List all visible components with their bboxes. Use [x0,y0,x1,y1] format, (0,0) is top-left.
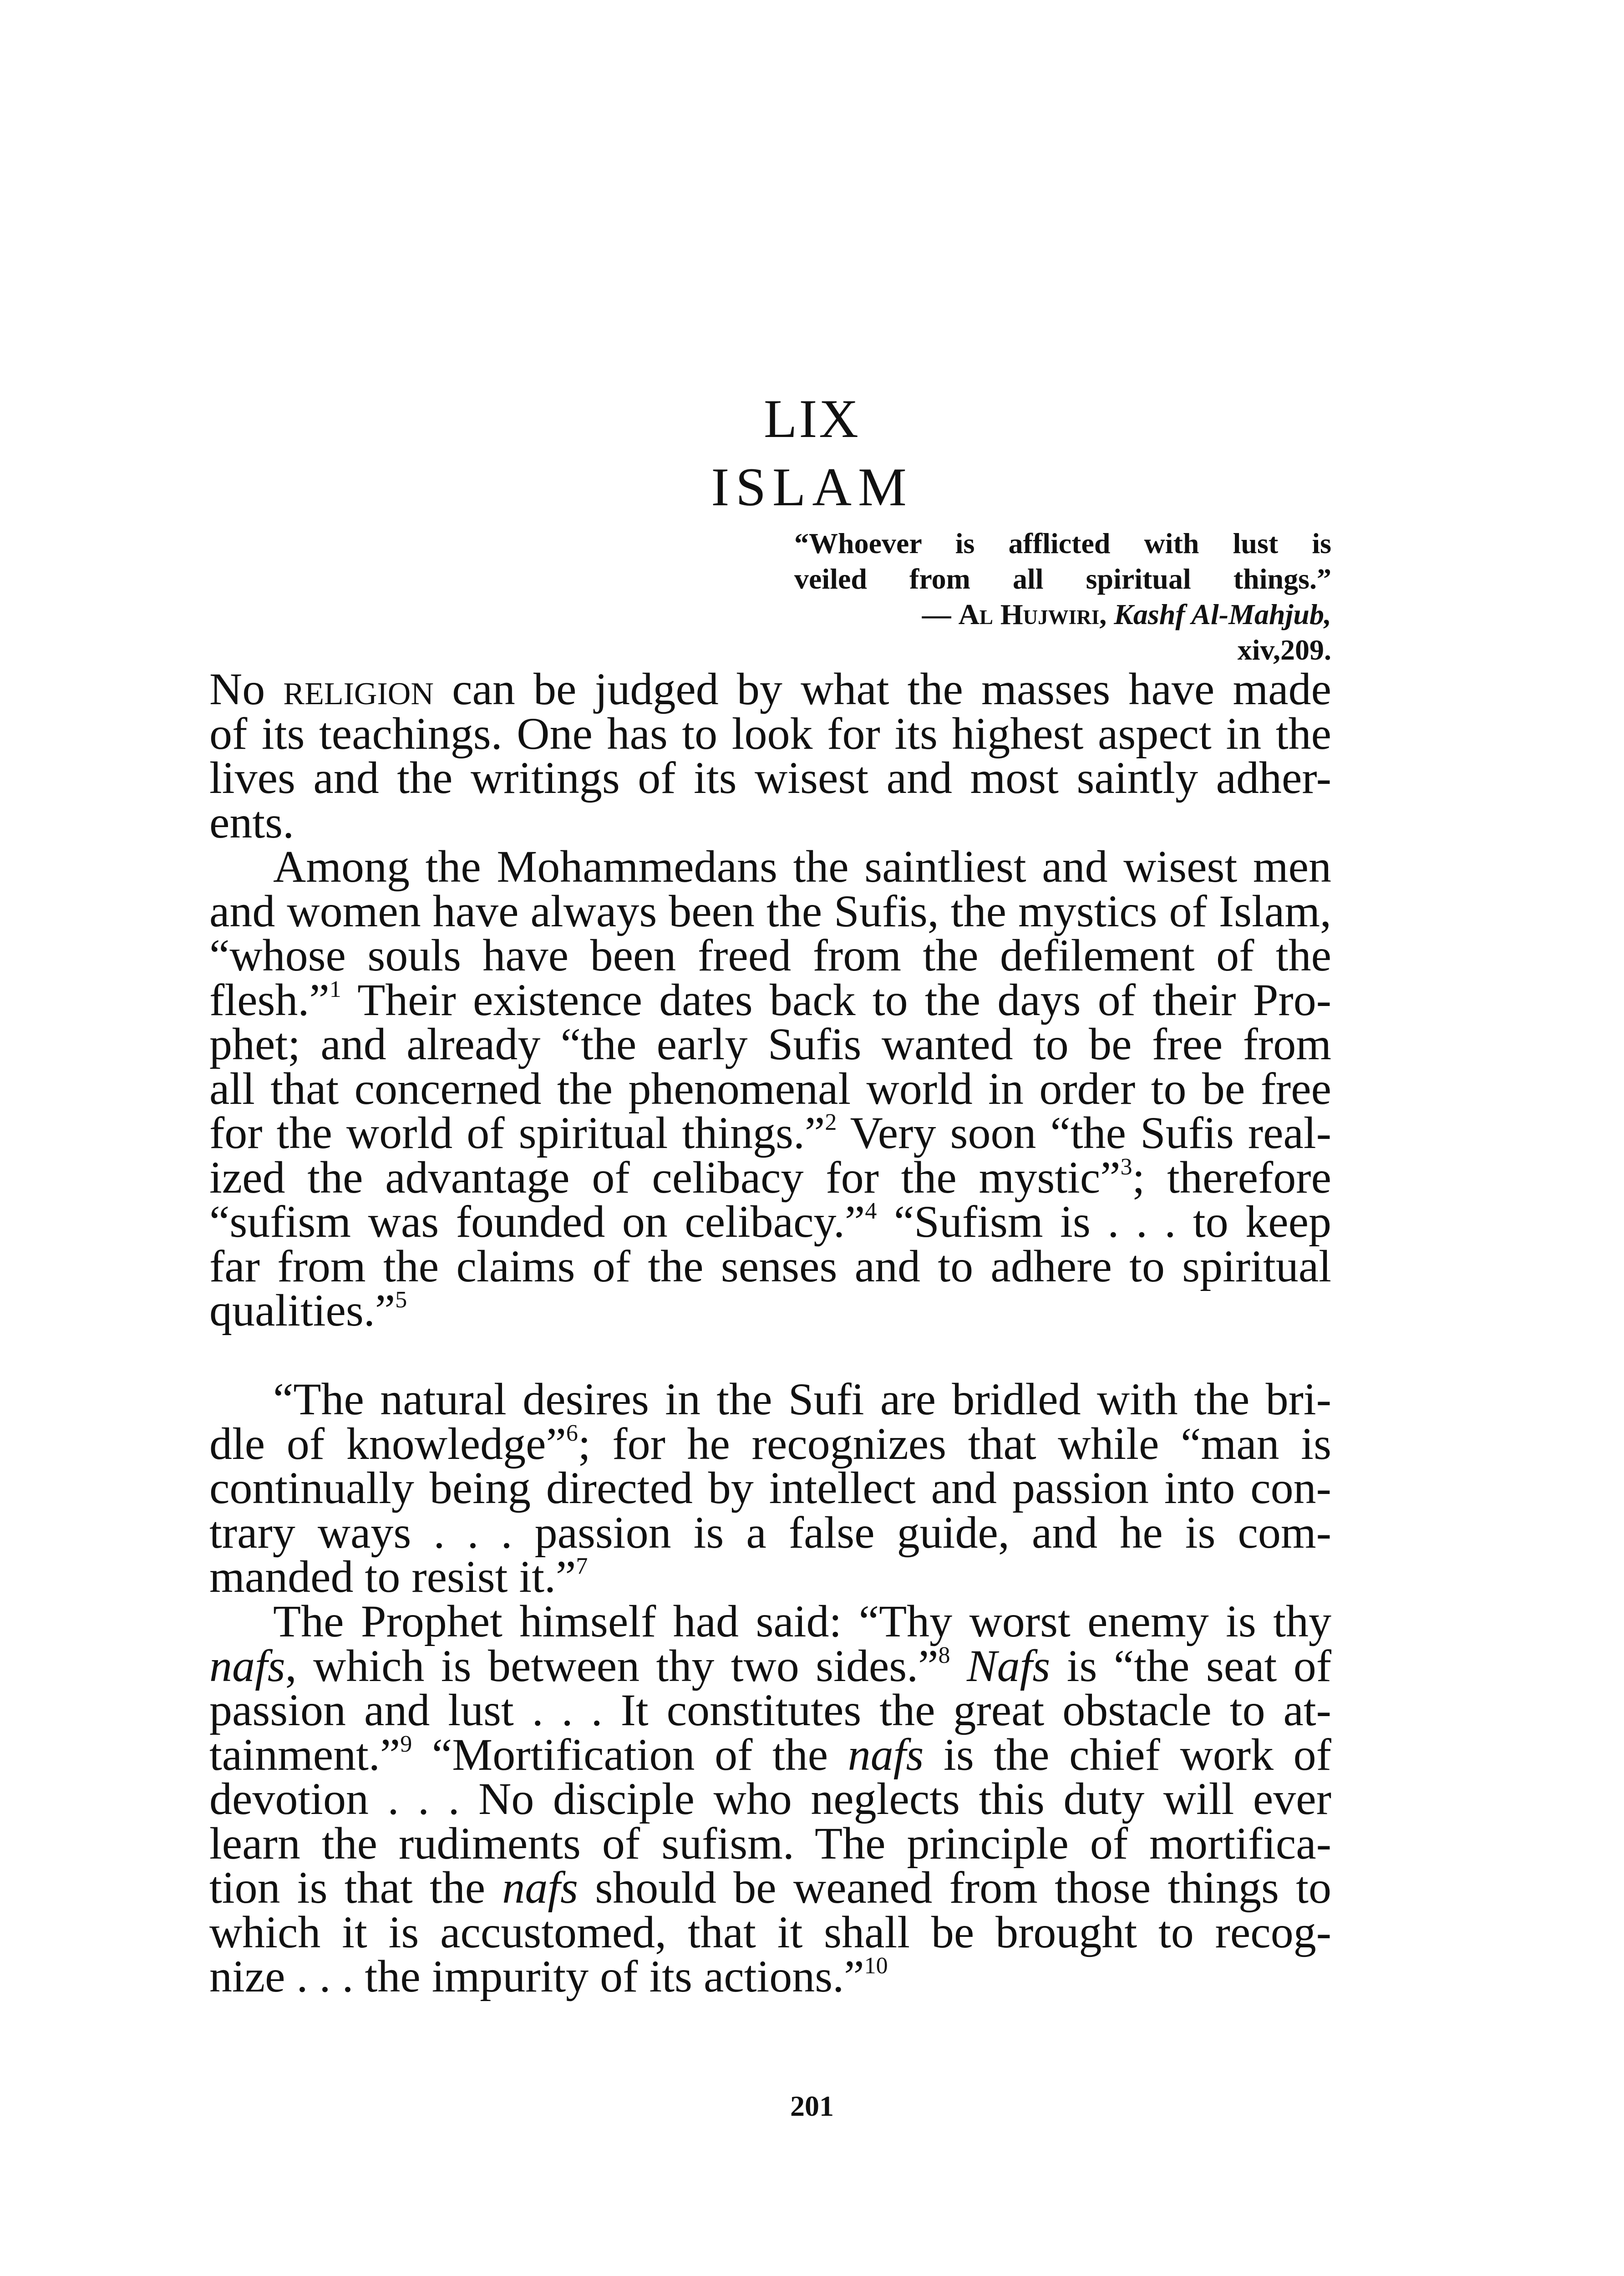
text-segment: “The natural desires in the Sufi are bridled with the bri- [273,1374,1331,1424]
text-segment: which it is accustomed, that it shall be brought to recog- [209,1906,1331,1957]
text-segment: ; therefore [1132,1152,1331,1203]
text-line [209,1951,1331,2002]
epigraph-reference: xiv,209. [1237,634,1331,666]
text-line [209,1862,1331,1913]
text-segment: nafs [209,1640,285,1691]
text-line [209,1463,1331,1513]
text-segment: of its teachings. One has to look for its highest aspect in the [209,708,1331,759]
footnote-ref: 6 [566,1420,578,1446]
text-segment: passion and lust . . . It constitutes the great obstacle to at- [209,1685,1331,1735]
chapter-title: ISLAM [711,457,913,517]
footnote-ref: 2 [825,1109,837,1135]
text-segment: and women have always been the Sufis, the mystics of Islam, [209,885,1331,936]
text-segment: religion [283,664,434,714]
text-line [209,930,1331,981]
epigraph-dash: — [922,598,959,630]
text-segment: tion is that the [209,1862,502,1913]
text-segment: ; for he recognizes that while “man is [578,1418,1331,1469]
footnote-ref: 7 [576,1553,588,1579]
footnote-ref: 1 [329,976,341,1002]
text-segment: is the chief work of [924,1729,1331,1780]
footnote-ref: 9 [400,1731,412,1757]
text-line [209,1818,1331,1869]
text-line [209,752,1331,803]
text-segment: ized the advantage of celibacy for the mystic” [209,1152,1121,1203]
text-line [209,1019,1331,1069]
text-line [209,1685,1331,1735]
text-segment: can be judged by what the masses have made [433,664,1332,714]
text-segment: nafs [502,1862,579,1913]
epigraph-author: Al Hujwiri [958,598,1100,630]
text-line [209,1240,1331,1291]
text-segment: is “the seat of [1050,1640,1332,1691]
text-line [209,1507,1331,1558]
text-line [209,797,1331,848]
text-line [209,1596,1331,1646]
epigraph-quote-line: veiled from all spiritual things.” [794,563,1331,595]
text-line [209,1773,1331,1824]
paragraph [209,1596,1332,2002]
text-segment: The Prophet himself had said: “Thy worst enemy is thy [273,1596,1331,1646]
text-segment: for the world of spiritual things.” [209,1108,825,1158]
text-segment: “Sufism is . . . to keep [877,1196,1331,1247]
text-line [209,1418,1331,1469]
epigraph [794,526,1331,668]
paragraph [209,664,1332,848]
text-line [209,1285,1331,1336]
text-segment: learn the rudiments of sufism. The principle of mortifica- [209,1818,1331,1869]
text-line [209,885,1331,936]
text-segment: Their existence dates back to the days of their Pro- [341,974,1331,1025]
text-line [209,1551,1331,1602]
footnote-ref: 8 [938,1642,950,1668]
paragraph [209,841,1331,1336]
text-line [209,1196,1331,1247]
paragraph [209,1374,1331,1602]
text-line [209,1640,1332,1691]
text-segment: Very soon “the Sufis real- [837,1108,1331,1158]
text-line [209,664,1332,714]
text-segment [950,1641,967,1691]
text-line [209,1152,1331,1203]
text-segment: ents. [209,797,294,848]
text-segment: nize . . . the impurity of its actions.” [209,1951,864,2002]
chapter-number: LIX [764,388,860,449]
text-segment: trary ways . . . passion is a false guide, and he is com- [209,1507,1331,1558]
text-line [209,974,1331,1025]
epigraph-attribution [794,597,1331,632]
footnote-ref: 3 [1120,1153,1132,1180]
footnote-ref: 4 [865,1198,877,1224]
text-segment: “Mortification of the [412,1729,848,1780]
text-segment: No [209,664,284,714]
text-segment: devotion . . . No disciple who neglects this duty will ever [209,1773,1331,1824]
text-segment: qualities.” [209,1285,396,1336]
text-line [209,841,1331,892]
footnote-ref: 10 [864,1953,888,1979]
text-segment: , which is between thy two sides.” [285,1640,939,1691]
text-line [209,1108,1331,1158]
text-segment: dle of knowledge” [209,1418,566,1469]
text-line [209,1063,1331,1114]
text-segment: lives and the writings of its wisest and most saintly adher- [209,752,1331,803]
text-segment: tainment.” [209,1729,401,1780]
text-segment: Nafs [966,1640,1051,1691]
text-segment: far from the claims of the senses and to adhere to spiritual [209,1240,1331,1291]
text-line [209,1729,1331,1780]
text-segment: should be weaned from those things to [578,1862,1331,1913]
text-segment: manded to resist it.” [209,1551,576,1602]
epigraph-work: Kashf Al-Mahjub, [1114,598,1331,630]
text-segment: all that concerned the phenomenal world in order to be free [209,1063,1331,1114]
text-segment: flesh.” [209,974,330,1025]
text-segment: continually being directed by intellect and passion into con- [209,1463,1331,1513]
page-number: 201 [790,2090,834,2122]
text-segment: nafs [848,1729,924,1780]
epigraph-separator: , [1099,598,1114,630]
text-segment: Among the Mohammedans the saintliest and wisest men [273,841,1331,892]
epigraph-quote-line: “Whoever is afflicted with lust is [794,527,1331,559]
text-line [209,708,1331,759]
text-line [209,1906,1331,1957]
text-line [209,1374,1331,1424]
footnote-ref: 5 [395,1287,407,1313]
text-segment: “sufism was founded on celibacy.” [209,1196,865,1247]
text-segment: “whose souls have been freed from the defilement of the [209,930,1331,981]
text-segment: phet; and already “the early Sufis wanted to be free from [209,1019,1331,1069]
